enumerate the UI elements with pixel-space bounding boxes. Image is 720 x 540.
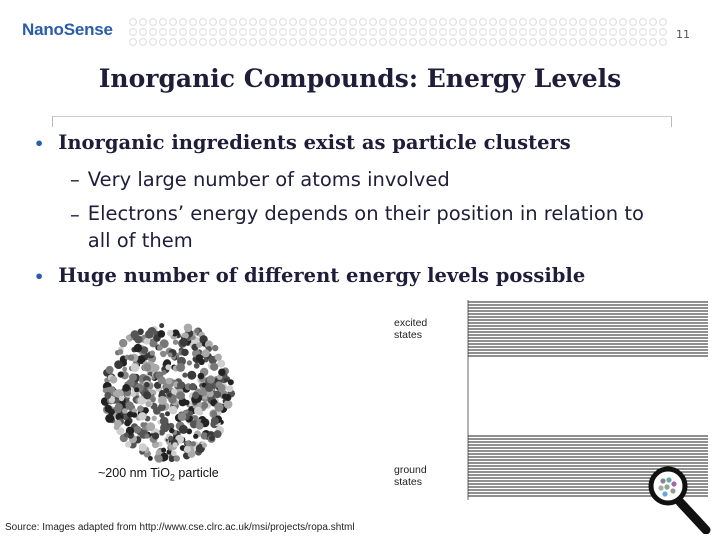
sub-bullet-text: Very large number of atoms involved <box>87 168 450 191</box>
title-divider <box>52 116 672 127</box>
particle-caption <box>98 466 219 483</box>
tio2-particle-image <box>100 318 236 466</box>
bullet-dot-icon: • <box>34 134 45 153</box>
bullet-dot-icon: • <box>34 267 45 286</box>
ground-states-label: ground states <box>394 464 427 488</box>
nanosense-logo: NanoSense <box>22 20 113 39</box>
bullet-item <box>34 264 585 287</box>
source-citation: Source: Images adapted from http://www.cse.clrc.ac.uk/msi/projects/ropa.shtml <box>5 522 355 533</box>
bullet-item <box>34 131 571 154</box>
dash-icon: – <box>70 168 80 191</box>
sub-bullet-item <box>70 168 450 191</box>
sub-bullet-text: Electrons’ energy depends on their position in relation to all of them <box>87 202 644 252</box>
caption-subscript: 2 <box>169 472 175 483</box>
caption-prefix: ~200 nm TiO <box>98 466 170 480</box>
bullet-text: Inorganic ingredients exist as particle clusters <box>58 131 571 154</box>
bullet-text: Huge number of different energy levels possible <box>58 264 586 287</box>
caption-suffix: particle <box>174 466 219 480</box>
dot-grid-icon <box>128 16 668 52</box>
magnifier-icon <box>646 462 712 534</box>
slide-title: Inorganic Compounds: Energy Levels <box>98 64 622 93</box>
excited-states-label: excited states <box>394 317 428 341</box>
dash-icon: – <box>70 203 80 226</box>
sub-bullet-item <box>70 203 690 254</box>
slide-number: 11 <box>676 28 690 41</box>
